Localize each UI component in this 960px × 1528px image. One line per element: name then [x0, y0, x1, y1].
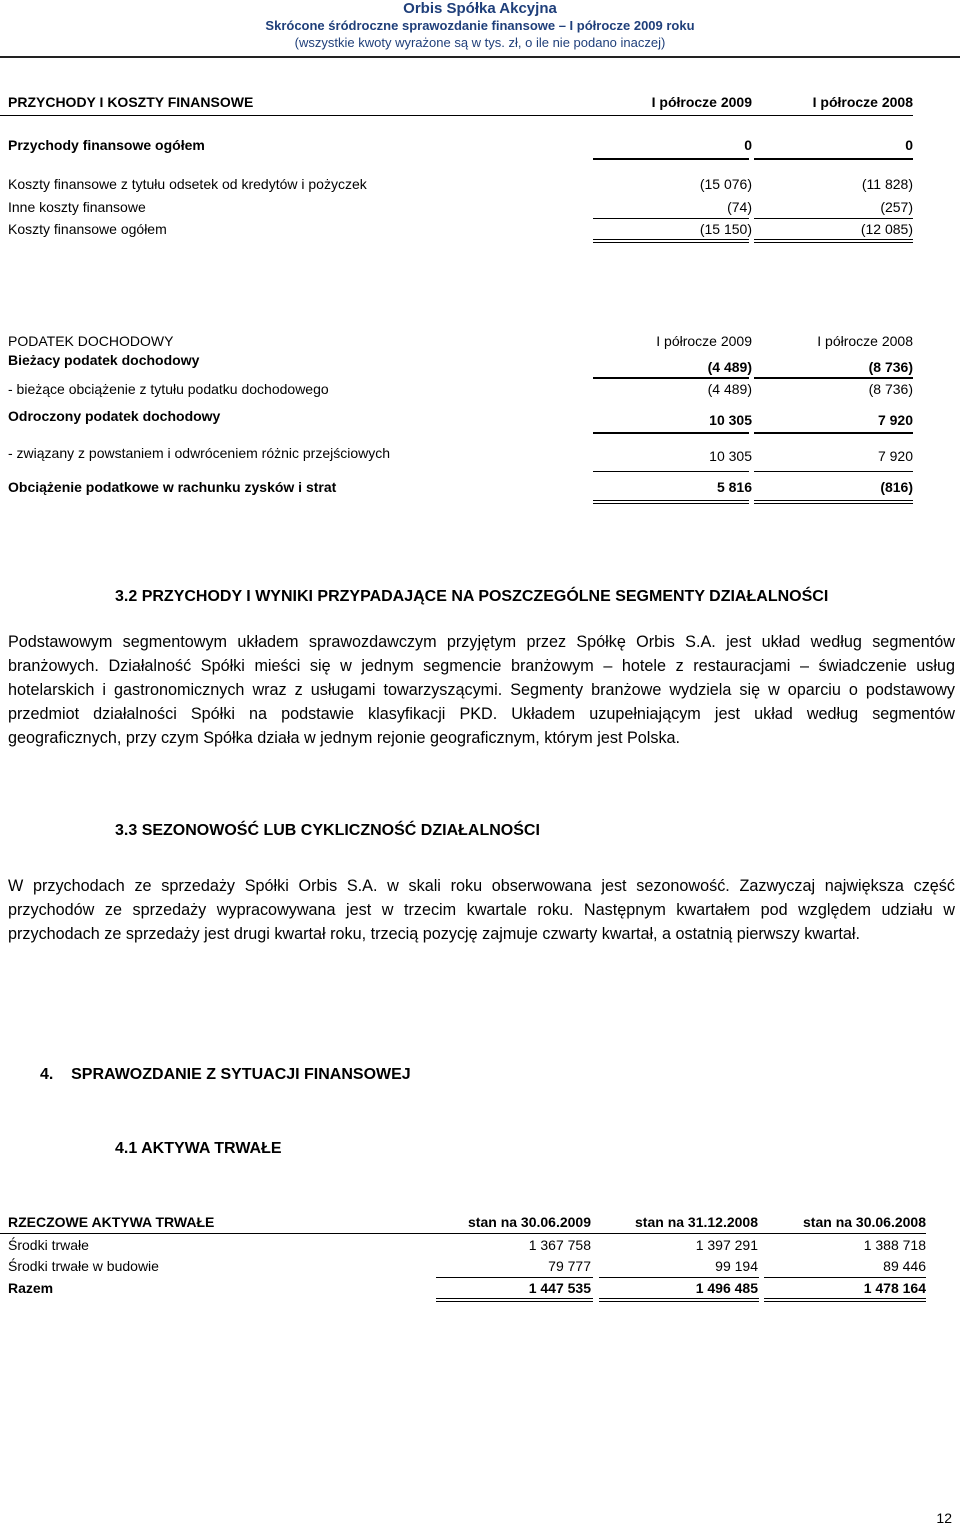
row-value: 1 367 758: [528, 1237, 591, 1253]
section-4-title: 4. SPRAWOZDANIE Z SYTUACJI FINANSOWEJ: [40, 1066, 411, 1083]
row-label: Razem: [8, 1280, 54, 1296]
section-4-1-title: 4.1 AKTYWA TRWAŁE: [115, 1140, 282, 1157]
report-subtitle: (wszystkie kwoty wyrażone są w tys. zł, o ile nie podano inaczej): [294, 35, 666, 50]
rule: [593, 218, 749, 219]
rule: [593, 500, 749, 504]
row-value-2009: 5 816: [716, 479, 752, 495]
rule: [593, 471, 749, 472]
company-name: Orbis Spółka Akcyjna: [403, 0, 557, 17]
row-label: Koszty finansowe ogółem: [8, 221, 167, 237]
rule: [764, 1298, 926, 1302]
rule: [599, 1277, 759, 1278]
row-label: Środki trwałe w budowie: [8, 1258, 159, 1274]
rule: [599, 1298, 759, 1302]
row-value: 1 447 535: [528, 1280, 591, 1296]
rule: [754, 158, 913, 160]
rule: [754, 471, 913, 472]
section-3-2-title: 3.2 PRZYCHODY I WYNIKI PRZYPADAJĄCE NA POSZCZEGÓLNE SEGMENTY DZIAŁALNOŚCI: [115, 588, 829, 605]
row-label: Odroczony podatek dochodowy: [8, 408, 221, 424]
section-3-3-title: 3.3 SEZONOWOŚĆ LUB CYKLICZNOŚĆ DZIAŁALNOŚCI: [115, 822, 540, 839]
section-3-2-paragraph: Podstawowym segmentowym układem sprawozdawczym przyjętym przez Spółkę Orbis S.A. jest układ według segmentów branżowych. Działalność Spółki mieści się w jednym segmencie branżowym – hotele z restauracjami – świadczenie usług hotelarskich i gastronomicznych wraz z usługami towarzyszącymi. Segmenty branżowe wydziela się w oparciu o podstawowy przedmiot działalności Spółki na podstawie klasyfikacji PKD. Układem uzupełniającym jest układ według segmentów geograficznych, przy czym Spółka działa w jednym rejonie geograficznym, którym jest Polska.: [8, 633, 955, 747]
rule: [593, 377, 749, 379]
rule: [764, 1277, 926, 1278]
finance-heading: PRZYCHODY I KOSZTY FINANSOWE: [8, 94, 254, 110]
row-value-2008: (8 736): [868, 381, 913, 397]
fixed-assets-col3-header: stan na 30.06.2008: [803, 1214, 926, 1230]
rule: [754, 432, 913, 434]
rule: [593, 158, 749, 160]
finance-col1-header: I półrocze 2009: [651, 94, 752, 110]
row-value-2009: (4 489): [707, 359, 752, 375]
row-label: - związany z powstaniem i odwróceniem różnic przejściowych: [8, 445, 391, 461]
row-value: 1 496 485: [695, 1280, 758, 1296]
fixed-assets-header-rule: [0, 1233, 926, 1234]
row-label: Inne koszty finansowe: [8, 199, 146, 215]
row-value-2009: (15 076): [699, 176, 752, 192]
finance-col2-header: I półrocze 2008: [812, 94, 913, 110]
rule: [593, 239, 749, 243]
row-value: 99 194: [715, 1258, 758, 1274]
fixed-assets-col2-header: stan na 31.12.2008: [635, 1214, 758, 1230]
row-value-2008: 7 920: [877, 448, 913, 464]
fixed-assets-heading: RZECZOWE AKTYWA TRWAŁE: [8, 1214, 215, 1230]
row-value-2009: 0: [744, 137, 752, 153]
row-value: 1 478 164: [863, 1280, 926, 1296]
rule: [754, 239, 913, 243]
row-value-2009: 10 305: [709, 412, 752, 428]
row-value-2008: (12 085): [860, 221, 913, 237]
rule: [593, 432, 749, 434]
row-value-2009: (4 489): [707, 381, 752, 397]
row-label: Obciążenie podatkowe w rachunku zysków i strat: [8, 479, 337, 495]
row-value: 89 446: [883, 1258, 926, 1274]
rule: [754, 500, 913, 504]
rule: [754, 377, 913, 379]
row-value-2008: (816): [880, 479, 913, 495]
header-divider: [0, 56, 960, 58]
page-number: 12: [936, 1510, 952, 1526]
row-value-2008: (8 736): [868, 359, 913, 375]
row-value: 79 777: [548, 1258, 591, 1274]
row-value-2009: 10 305: [709, 448, 752, 464]
row-label: Bieżacy podatek dochodowy: [8, 352, 200, 368]
row-label: - bieżące obciążenie z tytułu podatku dochodowego: [8, 381, 329, 397]
row-value-2009: (15 150): [699, 221, 752, 237]
rule: [436, 1298, 593, 1302]
finance-header-rule: [0, 115, 913, 116]
fixed-assets-col1-header: stan na 30.06.2009: [468, 1214, 591, 1230]
row-value-2008: 7 920: [877, 412, 913, 428]
rule: [436, 1277, 593, 1278]
report-title: Skrócone śródroczne sprawozdanie finansowe – I półrocze 2009 roku: [265, 18, 695, 33]
row-value: 1 388 718: [863, 1237, 926, 1253]
row-value-2008: 0: [905, 137, 913, 153]
row-label: Przychody finansowe ogółem: [8, 137, 205, 153]
row-value: 1 397 291: [695, 1237, 758, 1253]
rule: [754, 218, 913, 219]
section-3-3-paragraph: W przychodach ze sprzedaży Spółki Orbis S.A. w skali roku obserwowana jest sezonowość. Zazwyczaj największa część przychodów ze sprzedaży wypracowywana jest w trzecim kwartale roku. Następnym kwartałem pod względem udziału w przychodach ze sprzedaży jest drugi kwartał roku, trzecią pozycję zajmuje czwarty kwartał, a ostatnią pierwszy kwartał.: [8, 877, 955, 943]
tax-col2-header: I półrocze 2008: [817, 333, 913, 349]
row-value-2009: (74): [727, 199, 752, 215]
row-value-2008: (257): [880, 199, 913, 215]
tax-heading: PODATEK DOCHODOWY: [8, 333, 174, 349]
tax-col1-header: I półrocze 2009: [656, 333, 752, 349]
row-value-2008: (11 828): [861, 176, 913, 192]
row-label: Koszty finansowe z tytułu odsetek od kredytów i pożyczek: [8, 176, 367, 192]
row-label: Środki trwałe: [8, 1237, 89, 1253]
